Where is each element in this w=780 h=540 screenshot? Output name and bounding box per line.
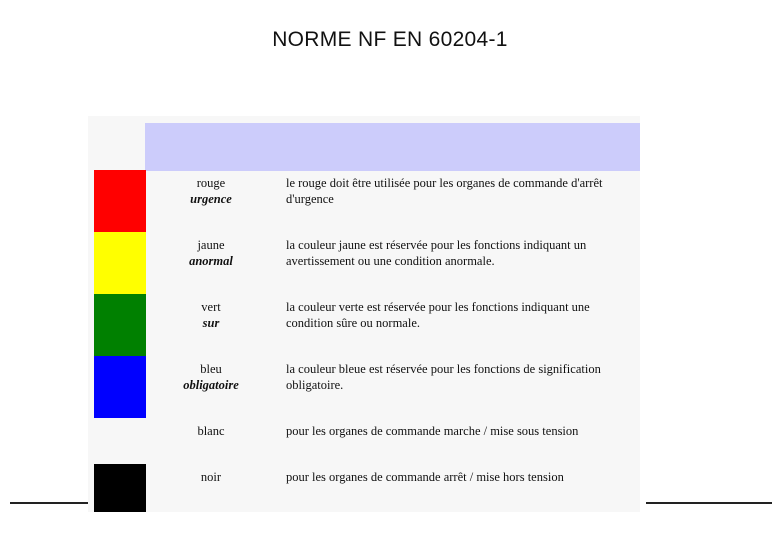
color-description: pour les organes de commande arrêt / mise hors tension bbox=[286, 470, 564, 484]
color-name: noir bbox=[200, 470, 222, 484]
color-name: rouge bbox=[196, 176, 226, 190]
color-name-cell bbox=[146, 299, 276, 331]
table-row-rouge bbox=[88, 170, 640, 232]
color-name: bleu bbox=[200, 362, 222, 376]
color-swatch-bleu bbox=[94, 356, 146, 418]
color-name-cell bbox=[146, 237, 276, 269]
table-row-vert bbox=[88, 294, 640, 356]
table-row-jaune bbox=[88, 232, 640, 294]
color-name-cell bbox=[146, 469, 276, 485]
table-row-noir bbox=[88, 464, 640, 512]
color-code-table bbox=[88, 116, 640, 512]
footer-rule-right bbox=[646, 502, 772, 504]
color-description: la couleur bleue est réservée pour les fonctions de signification obligatoire. bbox=[286, 362, 601, 392]
color-description: la couleur jaune est réservée pour les fonctions indiquant un avertissement ou une condition anormale. bbox=[286, 238, 587, 268]
color-meaning: anormal bbox=[189, 254, 233, 268]
color-name: jaune bbox=[197, 238, 225, 252]
color-name: vert bbox=[201, 300, 221, 314]
footer-rule-left bbox=[10, 502, 88, 504]
color-swatch-rouge bbox=[94, 170, 146, 232]
color-description: pour les organes de commande marche / mise sous tension bbox=[286, 424, 579, 438]
color-meaning: sur bbox=[202, 316, 220, 330]
table-row-bleu bbox=[88, 356, 640, 418]
table-header bbox=[145, 123, 640, 171]
color-name-cell bbox=[146, 361, 276, 393]
color-swatch-vert bbox=[94, 294, 146, 356]
color-swatch-jaune bbox=[94, 232, 146, 294]
color-description: le rouge doit être utilisée pour les organes de commande d'arrêt d'urgence bbox=[286, 176, 603, 206]
color-description: la couleur verte est réservée pour les fonctions indiquant une condition sûre ou normale. bbox=[286, 300, 590, 330]
color-meaning: obligatoire bbox=[183, 378, 239, 392]
color-swatch-blanc bbox=[94, 418, 146, 464]
color-name-cell bbox=[146, 423, 276, 439]
color-name-cell bbox=[146, 175, 276, 207]
color-swatch-noir bbox=[94, 464, 146, 512]
color-meaning: urgence bbox=[190, 192, 232, 206]
table-row-blanc bbox=[88, 418, 640, 464]
color-name: blanc bbox=[197, 424, 225, 438]
page-title: NORME NF EN 60204-1 bbox=[272, 28, 508, 51]
